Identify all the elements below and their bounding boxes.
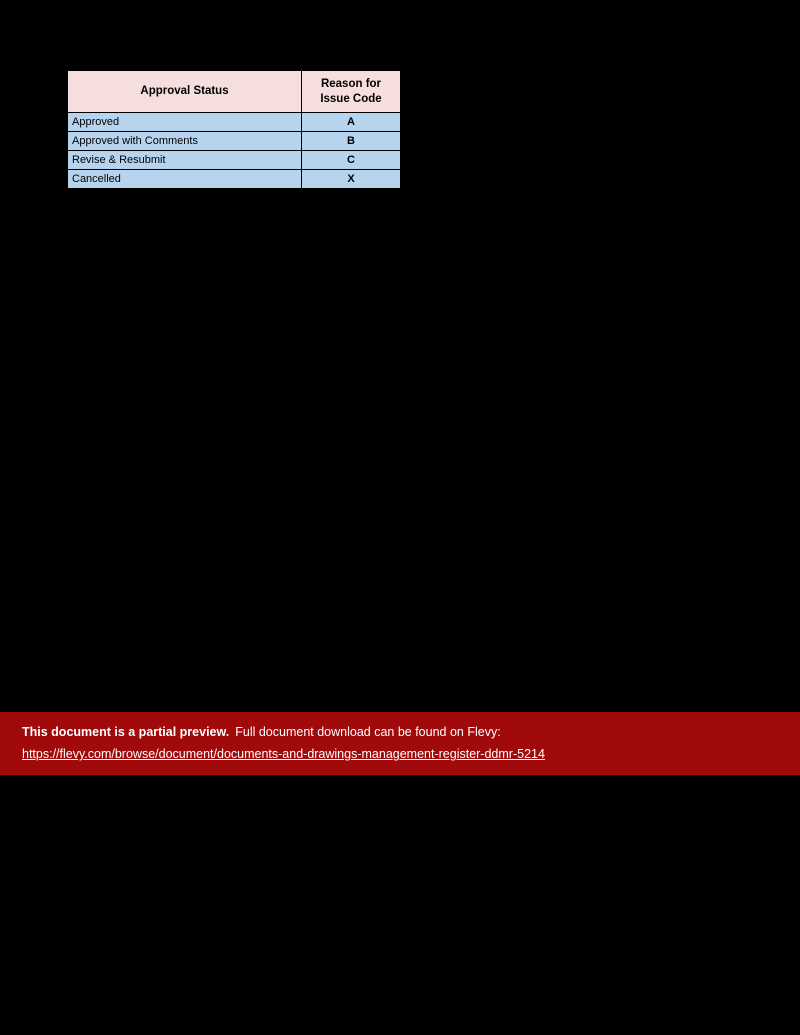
cell-issue-code: A (302, 113, 401, 132)
cell-approval-status: Approved (68, 113, 302, 132)
header-code-line-1: Reason for (320, 78, 382, 91)
cell-approval-status: Cancelled (68, 170, 302, 189)
table-row (68, 170, 401, 189)
table-row (68, 113, 401, 132)
banner-message (22, 725, 501, 739)
approval-status-table (67, 70, 401, 189)
banner-rest-text: Full document download can be found on Flevy: (235, 725, 501, 739)
table-row (68, 151, 401, 170)
banner-bold-text: This document is a partial preview. (22, 725, 230, 739)
table-row (68, 132, 401, 151)
cell-approval-status: Approved with Comments (68, 132, 302, 151)
header-code-line-2: Issue Code (320, 92, 382, 105)
cell-issue-code: C (302, 151, 401, 170)
cell-issue-code: X (302, 170, 401, 189)
cell-approval-status: Revise & Resubmit (68, 151, 302, 170)
partial-preview-banner (0, 712, 800, 775)
column-header-reason-for-issue-code (302, 71, 401, 113)
table-header-row (68, 71, 401, 113)
column-header-approval-status: Approval Status (68, 71, 302, 113)
cell-issue-code: B (302, 132, 401, 151)
document-download-link[interactable]: https://flevy.com/browse/document/documents-and-drawings-management-register-ddmr-5214 (22, 747, 545, 761)
